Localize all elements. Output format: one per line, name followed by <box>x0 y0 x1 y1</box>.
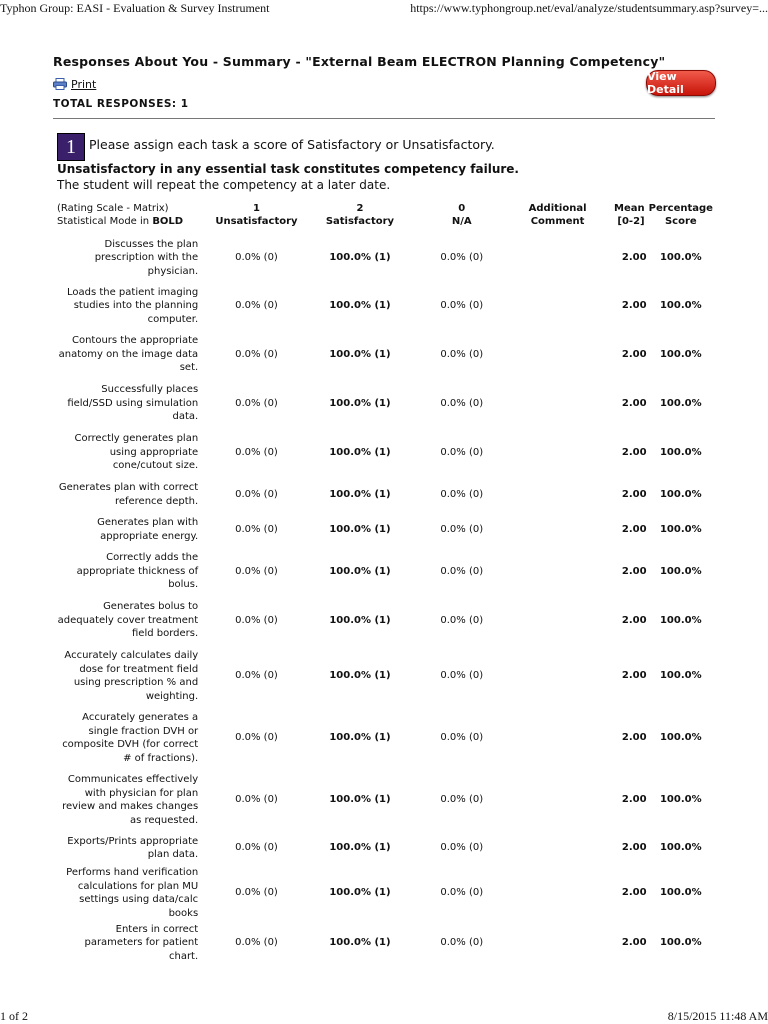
percentage-cell: 100.0% <box>659 937 702 949</box>
percentage-cell: 100.0% <box>659 732 702 744</box>
mean-cell: 2.00 <box>621 565 647 577</box>
table-row <box>55 477 715 512</box>
satisfactory-cell: 100.0% (1) <box>329 842 391 854</box>
total-responses: TOTAL RESPONSES: 1 <box>53 98 189 110</box>
percentage-cell: 100.0% <box>659 488 702 500</box>
na-cell: 0.0% (0) <box>440 614 484 626</box>
satisfactory-cell: 100.0% (1) <box>329 670 391 682</box>
mean-cell: 2.00 <box>621 732 647 744</box>
table-row <box>55 865 715 921</box>
col-percentage-score: Percentage Score <box>648 203 713 227</box>
comment-cell <box>508 769 606 831</box>
na-cell: 0.0% (0) <box>440 348 484 360</box>
satisfactory-cell: 100.0% (1) <box>329 348 391 360</box>
satisfactory-cell: 100.0% (1) <box>329 300 391 312</box>
printer-icon <box>53 78 67 90</box>
unsatisfactory-cell: 0.0% (0) <box>235 348 278 360</box>
table-row <box>55 512 715 547</box>
mean-cell: 2.00 <box>621 523 647 535</box>
percentage-cell: 100.0% <box>659 614 702 626</box>
question-warning: Unsatisfactory in any essential task constitutes competency failure. <box>57 162 519 176</box>
task-cell: Exports/Prints appropriate plan data. <box>67 835 199 860</box>
percentage-cell: 100.0% <box>659 397 702 409</box>
unsatisfactory-cell: 0.0% (0) <box>235 252 278 264</box>
comment-cell <box>508 645 606 707</box>
percentage-cell: 100.0% <box>659 842 702 854</box>
task-cell: Loads the patient imaging studies into the planning computer. <box>66 286 199 325</box>
satisfactory-cell: 100.0% (1) <box>329 614 391 626</box>
percentage-cell: 100.0% <box>659 252 702 264</box>
comment-cell <box>508 379 606 428</box>
na-cell: 0.0% (0) <box>440 523 484 535</box>
task-cell: Accurately calculates daily dose for treatment field using prescription % and weighting. <box>64 650 199 702</box>
view-detail-button[interactable]: View Detail <box>646 70 716 96</box>
mean-cell: 2.00 <box>621 794 647 806</box>
percentage-cell: 100.0% <box>659 348 702 360</box>
col-satisfactory: 2 Satisfactory <box>325 203 395 227</box>
table-row <box>55 379 715 428</box>
table-row <box>55 428 715 477</box>
comment-cell <box>508 921 606 965</box>
question-text: Please assign each task a score of Satisfactory or Unsatisfactory. <box>89 137 495 152</box>
col-additional-comment: Additional Comment <box>528 203 587 227</box>
table-row <box>55 547 715 596</box>
rating-scale-header <box>55 200 208 234</box>
page-title: Responses About You - Summary - "External Beam ELECTRON Planning Competency" <box>53 54 666 69</box>
mean-cell: 2.00 <box>621 842 647 854</box>
percentage-cell: 100.0% <box>659 887 702 899</box>
task-cell: Discusses the plan prescription with the physician. <box>94 238 199 277</box>
mean-cell: 2.00 <box>621 937 647 949</box>
mean-cell: 2.00 <box>621 614 647 626</box>
mean-cell: 2.00 <box>621 887 647 899</box>
table-row <box>55 645 715 707</box>
satisfactory-cell: 100.0% (1) <box>329 523 391 535</box>
task-cell: Correctly adds the appropriate thickness of bolus. <box>76 552 199 591</box>
mean-cell: 2.00 <box>621 446 647 458</box>
table-row <box>55 707 715 769</box>
task-cell: Generates bolus to adequately cover treatment field borders. <box>57 601 199 640</box>
percentage-cell: 100.0% <box>659 565 702 577</box>
unsatisfactory-cell: 0.0% (0) <box>235 523 278 535</box>
print-header-title: Typhon Group: EASI - Evaluation & Survey Instrument <box>0 1 270 15</box>
satisfactory-cell: 100.0% (1) <box>329 446 391 458</box>
percentage-cell: 100.0% <box>659 670 702 682</box>
col-na: 0 N/A <box>451 203 472 227</box>
print-header <box>0 0 768 16</box>
percentage-cell: 100.0% <box>659 446 702 458</box>
comment-cell <box>508 428 606 477</box>
table-row <box>55 330 715 379</box>
satisfactory-cell: 100.0% (1) <box>329 732 391 744</box>
unsatisfactory-cell: 0.0% (0) <box>235 397 278 409</box>
unsatisfactory-cell: 0.0% (0) <box>235 614 278 626</box>
na-cell: 0.0% (0) <box>440 446 484 458</box>
comment-cell <box>508 282 606 330</box>
task-cell: Generates plan with correct reference depth. <box>58 482 199 507</box>
task-cell: Correctly generates plan using appropriate cone/cutout size. <box>74 433 199 472</box>
na-cell: 0.0% (0) <box>440 937 484 949</box>
print-link[interactable] <box>53 76 96 92</box>
comment-cell <box>508 865 606 921</box>
percentage-cell: 100.0% <box>659 523 702 535</box>
na-cell: 0.0% (0) <box>440 732 484 744</box>
na-cell: 0.0% (0) <box>440 397 484 409</box>
task-cell: Communicates effectively with physician for plan review and makes changes as requested. <box>62 774 199 826</box>
percentage-cell: 100.0% <box>659 794 702 806</box>
results-table <box>55 200 715 965</box>
comment-cell <box>508 477 606 512</box>
comment-cell <box>508 234 606 282</box>
unsatisfactory-cell: 0.0% (0) <box>235 446 278 458</box>
mode-note-bold: BOLD <box>152 216 184 227</box>
na-cell: 0.0% (0) <box>440 300 484 312</box>
comment-cell <box>508 512 606 547</box>
task-cell: Accurately generates a single fraction DVH or composite DVH (for correct # of fractions). <box>62 712 199 764</box>
mean-cell: 2.00 <box>621 670 647 682</box>
page-number: 1 of 2 <box>0 1009 28 1023</box>
satisfactory-cell: 100.0% (1) <box>329 488 391 500</box>
comment-cell <box>508 707 606 769</box>
col-mean: Mean [0-2] <box>614 203 645 227</box>
percentage-cell: 100.0% <box>659 300 702 312</box>
print-datetime: 8/15/2015 11:48 AM <box>667 1009 768 1023</box>
unsatisfactory-cell: 0.0% (0) <box>235 937 278 949</box>
na-cell: 0.0% (0) <box>440 794 484 806</box>
task-cell: Enters in correct parameters for patient chart. <box>84 923 199 962</box>
mean-cell: 2.00 <box>621 397 647 409</box>
na-cell: 0.0% (0) <box>440 842 484 854</box>
unsatisfactory-cell: 0.0% (0) <box>235 887 278 899</box>
col-unsatisfactory: 1 Unsatisfactory <box>215 203 298 227</box>
table-row <box>55 234 715 282</box>
table-row <box>55 596 715 645</box>
mean-cell: 2.00 <box>621 300 647 312</box>
mean-cell: 2.00 <box>621 488 647 500</box>
satisfactory-cell: 100.0% (1) <box>329 794 391 806</box>
satisfactory-cell: 100.0% (1) <box>329 937 391 949</box>
table-row <box>55 921 715 965</box>
na-cell: 0.0% (0) <box>440 565 484 577</box>
na-cell: 0.0% (0) <box>440 670 484 682</box>
na-cell: 0.0% (0) <box>440 252 484 264</box>
satisfactory-cell: 100.0% (1) <box>329 252 391 264</box>
print-header-url: https://www.typhongroup.net/eval/analyze/studentsummary.asp?survey=... <box>410 1 768 15</box>
satisfactory-cell: 100.0% (1) <box>329 887 391 899</box>
print-footer <box>0 1008 768 1024</box>
table-row <box>55 831 715 865</box>
na-cell: 0.0% (0) <box>440 488 484 500</box>
task-cell: Performs hand verification calculations for plan MU settings using data/calc books <box>66 867 199 919</box>
unsatisfactory-cell: 0.0% (0) <box>235 300 278 312</box>
divider <box>53 118 715 119</box>
mean-cell: 2.00 <box>621 348 647 360</box>
task-cell: Successfully places field/SSD using simulation data. <box>67 384 199 423</box>
satisfactory-cell: 100.0% (1) <box>329 565 391 577</box>
question-note: The student will repeat the competency at a later date. <box>57 178 391 192</box>
question-number-badge: 1 <box>57 133 85 161</box>
comment-cell <box>508 596 606 645</box>
unsatisfactory-cell: 0.0% (0) <box>235 565 278 577</box>
comment-cell <box>508 547 606 596</box>
table-row <box>55 282 715 330</box>
print-link-label[interactable]: Print <box>71 77 97 91</box>
task-cell: Contours the appropriate anatomy on the image data set. <box>58 335 199 374</box>
task-cell: Generates plan with appropriate energy. <box>97 517 199 542</box>
unsatisfactory-cell: 0.0% (0) <box>235 842 278 854</box>
unsatisfactory-cell: 0.0% (0) <box>235 732 278 744</box>
mean-cell: 2.00 <box>621 252 647 264</box>
comment-cell <box>508 831 606 865</box>
unsatisfactory-cell: 0.0% (0) <box>235 488 278 500</box>
satisfactory-cell: 100.0% (1) <box>329 397 391 409</box>
na-cell: 0.0% (0) <box>440 887 484 899</box>
unsatisfactory-cell: 0.0% (0) <box>235 794 278 806</box>
table-row <box>55 769 715 831</box>
unsatisfactory-cell: 0.0% (0) <box>235 670 278 682</box>
comment-cell <box>508 330 606 379</box>
mode-note-prefix: Statistical Mode in <box>57 216 153 227</box>
rating-scale-label: (Rating Scale - Matrix) <box>57 203 169 214</box>
